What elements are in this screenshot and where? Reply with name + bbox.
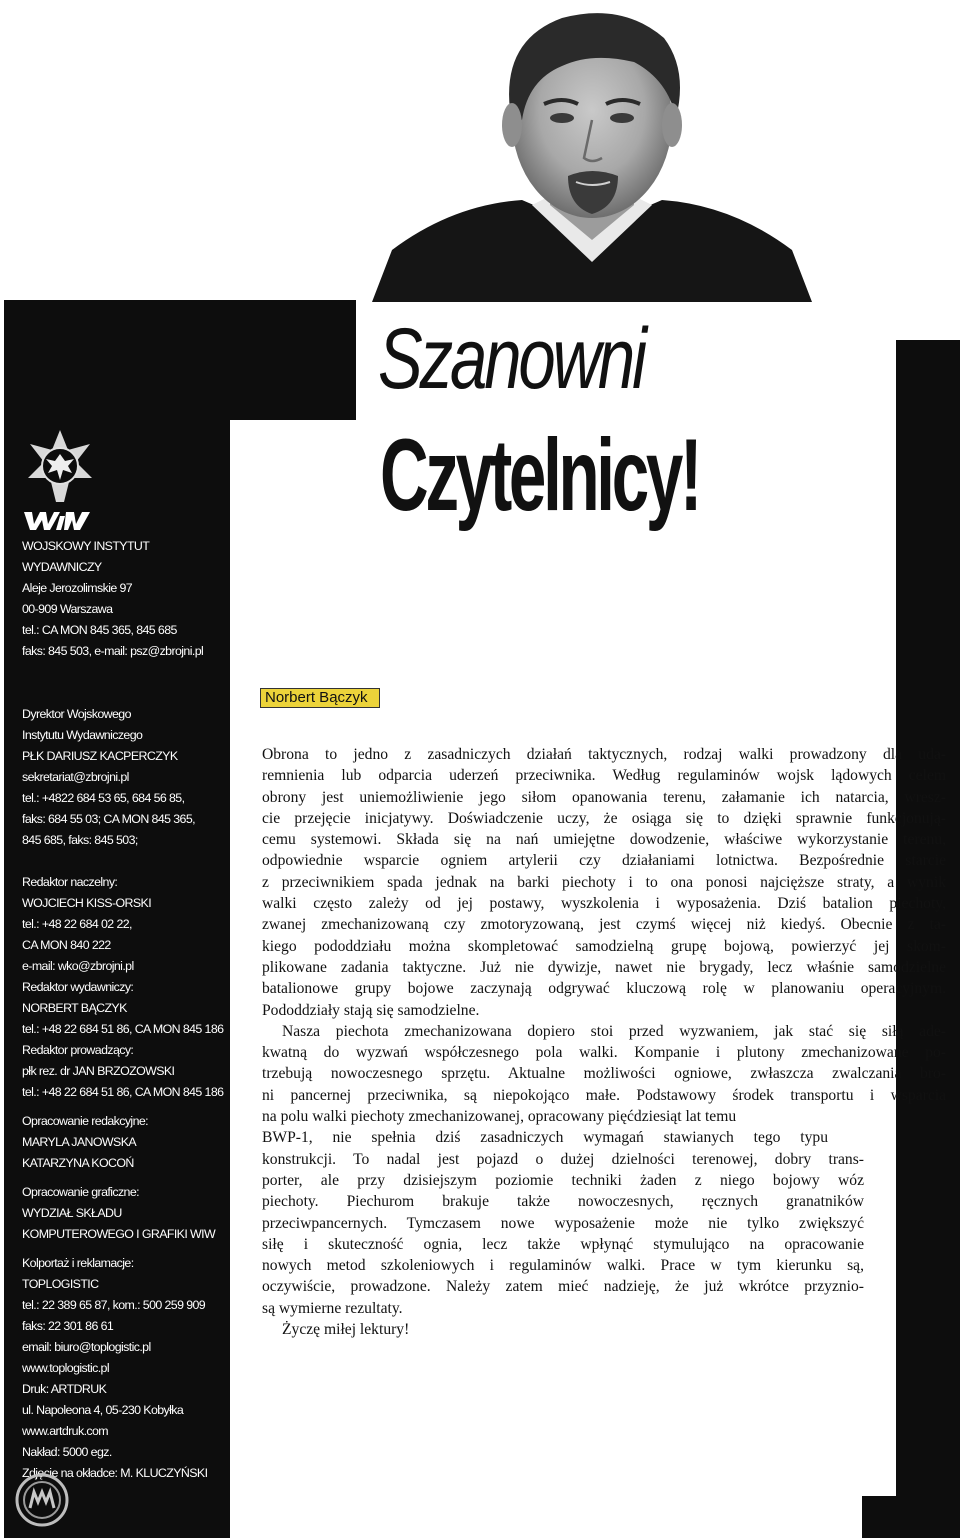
director-block	[22, 704, 227, 851]
director-email: sekretariat@zbrojni.pl	[22, 770, 129, 784]
masthead	[22, 536, 227, 1484]
article-line: ni pancernej przeciwnika, są niepokojąco małe. Podstawowy środek transportu i wsparcia	[262, 1086, 946, 1104]
graphics-dept-2: KOMPUTEROWEGO I GRAFIKI WIW	[22, 1227, 216, 1241]
article-line: oczywiście, prowadzone. Należy zatem mieć nadzieję, że już wkrótce przyznio-	[262, 1278, 864, 1296]
chief-editor-block	[22, 872, 227, 977]
editorial-name-2: KATARZYNA KOCOŃ	[22, 1156, 134, 1170]
publisher-seal-icon	[14, 1472, 70, 1528]
lead-editor-label: Redaktor prowadzący:	[22, 1043, 134, 1057]
graphics-dept: WYDZIAŁ SKŁADU	[22, 1206, 122, 1220]
director-title-2: Instytutu Wydawniczego	[22, 728, 143, 742]
editorial-name-1: MARYLA JANOWSKA	[22, 1135, 137, 1149]
article-line: BWP-1, nie spełnia dziś zasadniczych wymagań stawianych tego typu	[262, 1129, 828, 1147]
chief-editor-email: e-mail: wko@zbrojni.pl	[22, 959, 134, 973]
publisher-city: 00-909 Warszawa	[22, 602, 113, 616]
editorial-label: Opracowanie redakcyjne:	[22, 1114, 149, 1128]
distribution-email: email: biuro@toplogistic.pl	[22, 1340, 151, 1354]
graphics-block	[22, 1182, 227, 1245]
article-line: zwanej zmechanizowaną czy zmotoryzowaną, jest czymś więcej niż kiedyś. Obecnie z ta-	[262, 916, 946, 934]
headline-line-1: Szanowni	[378, 311, 644, 407]
article-line: obrony jest uniemożliwienie jego siłom opanowania terenu, załamanie ich natarcia, wresz-	[262, 788, 946, 806]
director-fax: faks: 684 55 03; CA MON 845 365,	[22, 812, 195, 826]
article-line: odpowiednie wsparcie ogniem artylerii czy działaniami lotnictwa. Bezpośrednie starcie	[262, 852, 946, 870]
distribution-company: TOPLOGISTIC	[22, 1277, 99, 1291]
chief-editor-phone-2: CA MON 840 222	[22, 938, 111, 952]
article-line: Nasza piechota zmechanizowana dopiero stoi przed wyzwaniem, jak stać się siłą ade-	[282, 1022, 946, 1040]
director-title: Dyrektor Wojskowego	[22, 707, 131, 721]
print-house-website: www.artdruk.com	[22, 1424, 109, 1438]
distribution-fax: faks: 22 301 86 61	[22, 1319, 114, 1333]
distribution-block	[22, 1253, 227, 1484]
article-line: cie przejęcie inicjatywy. Doświadczenie uczy, że osiąga się to dzięki sprawnie funkcjonują-	[262, 809, 946, 827]
print-house-address: ul. Napoleona 4, 05-230 Kobyłka	[22, 1403, 184, 1417]
publisher-name-2: WYDAWNICZY	[22, 560, 102, 574]
director-fax-2: 845 685, faks: 845 503;	[22, 833, 138, 847]
article-line: na polu walki piechoty zmechanizowanej, opracowany pięćdziesiąt lat temu	[262, 1108, 737, 1126]
article-line: z przeciwnikiem spada jednak na barki piechoty i to ona ponosi najcięższe straty, a wynik	[262, 873, 946, 891]
article-line: Pododdziały stają się samodzielne.	[262, 1001, 480, 1019]
article-line: przeciwpancernych. Tymczasem nowe wyposażenie może nie tylko zwiększyć	[262, 1214, 864, 1232]
publisher-block	[22, 536, 227, 662]
publisher-phone: tel.: CA MON 845 365, 845 685	[22, 623, 177, 637]
article-closing: Życzę miłej lektury!	[282, 1321, 410, 1339]
chief-editor-name: WOJCIECH KISS-ORSKI	[22, 896, 152, 910]
article-line: cemu systemowi. Składa się na nań umiejętne dowodzenie, właściwe wykorzystanie terenu,	[262, 831, 946, 849]
article-line: nowych metod szkoleniowych i regulaminów walki. Prace w tym kierunku są,	[262, 1257, 864, 1275]
chief-editor-phone: tel.: +48 22 684 02 22,	[22, 917, 132, 931]
distribution-website: www.toplogistic.pl	[22, 1361, 109, 1375]
cover-photo-credit: Zdjęcie na okładce: M. KLUCZYŃSKI	[22, 1466, 208, 1480]
black-frame-foot	[862, 1496, 960, 1538]
article-line: plikowane zadania taktyczne. Już nie dywizje, nawet nie brygady, lecz właśnie samodzielne	[262, 958, 946, 976]
circulation: Nakład: 5000 egz.	[22, 1445, 112, 1459]
article-line: batalionowe grupy bojowe zaczynają odgrywać kluczową rolę w planowaniu operacyjnym.	[262, 980, 946, 998]
director-name: PŁK DARIUSZ KACPERCZYK	[22, 749, 178, 763]
editorial-block	[22, 1111, 227, 1174]
article-line: konstrukcji. To nadal jest pojazd o dużej dzielności terenowej, dobry trans-	[262, 1150, 864, 1168]
author-portrait	[372, 0, 812, 302]
wiw-wordmark-icon	[22, 508, 92, 532]
article-line: walki często zależy od jej postawy, wyszkolenia i wyposażenia. Dziś batalion piechoty,	[262, 895, 946, 913]
article-line: kiego pododdziału można skompletować samodzielną grupę bojową, powierzyć jej skom-	[262, 937, 946, 955]
editorial-article	[262, 744, 956, 1340]
article-line: porter, ale przy dzisiejszym poziomie techniki żaden z niego bojowy wóz	[262, 1171, 864, 1189]
eagle-emblem-icon	[24, 428, 96, 506]
article-line: remnienia lub odparcia uderzeń przeciwnika. Według regulaminów wojsk lądowych celem	[262, 767, 946, 785]
graphics-label: Opracowanie graficzne:	[22, 1185, 139, 1199]
publisher-fax-email: faks: 845 503, e-mail: psz@zbrojni.pl	[22, 644, 204, 658]
distribution-phone: tel.: 22 389 65 87, kom.: 500 259 909	[22, 1298, 206, 1312]
article-line: trzebują nowoczesnego sprzętu. Aktualne możliwości ogniowe, zwłaszcza zwalczania bro-	[262, 1065, 946, 1083]
publisher-name: WOJSKOWY INSTYTUT	[22, 539, 150, 553]
issue-editor-label: Redaktor wydawniczy:	[22, 980, 134, 994]
issue-editor-block	[22, 977, 227, 1040]
headline-line-2: Czytelnicy!	[380, 418, 700, 532]
distribution-label: Kolportaż i reklamacje:	[22, 1256, 134, 1270]
print-house: Druk: ARTDRUK	[22, 1382, 107, 1396]
publisher-street: Aleje Jerozolimskie 97	[22, 581, 133, 595]
author-badge: Norbert Bączyk	[260, 688, 380, 708]
issue-editor-name: NORBERT BĄCZYK	[22, 1001, 127, 1015]
article-line: kwatną do wyzwań współczesnego pola walki. Kompanie i plutony zmechanizowane po-	[262, 1044, 946, 1062]
article-line: Obrona to jedno z zasadniczych działań taktycznych, rodzaj walki prowadzony dla uda-	[262, 746, 946, 763]
lead-editor-name: płk rez. dr JAN BRZOZOWSKI	[22, 1064, 175, 1078]
article-line: siłę i skuteczność ognia, lecz także wpłynąć stymulująco na opracowanie	[262, 1235, 864, 1253]
article-line: są wymierne rezultaty.	[262, 1299, 403, 1317]
director-phone: tel.: +4822 684 53 65, 684 56 85,	[22, 791, 185, 805]
chief-editor-label: Redaktor naczelny:	[22, 875, 118, 889]
lead-editor-phone: tel.: +48 22 684 51 86, CA MON 845 186	[22, 1085, 224, 1099]
article-line: piechoty. Piechurom brakuje także nowoczesnych, ręcznych granatników	[262, 1193, 864, 1211]
lead-editor-block	[22, 1040, 227, 1103]
issue-editor-phone: tel.: +48 22 684 51 86, CA MON 845 186	[22, 1022, 224, 1036]
